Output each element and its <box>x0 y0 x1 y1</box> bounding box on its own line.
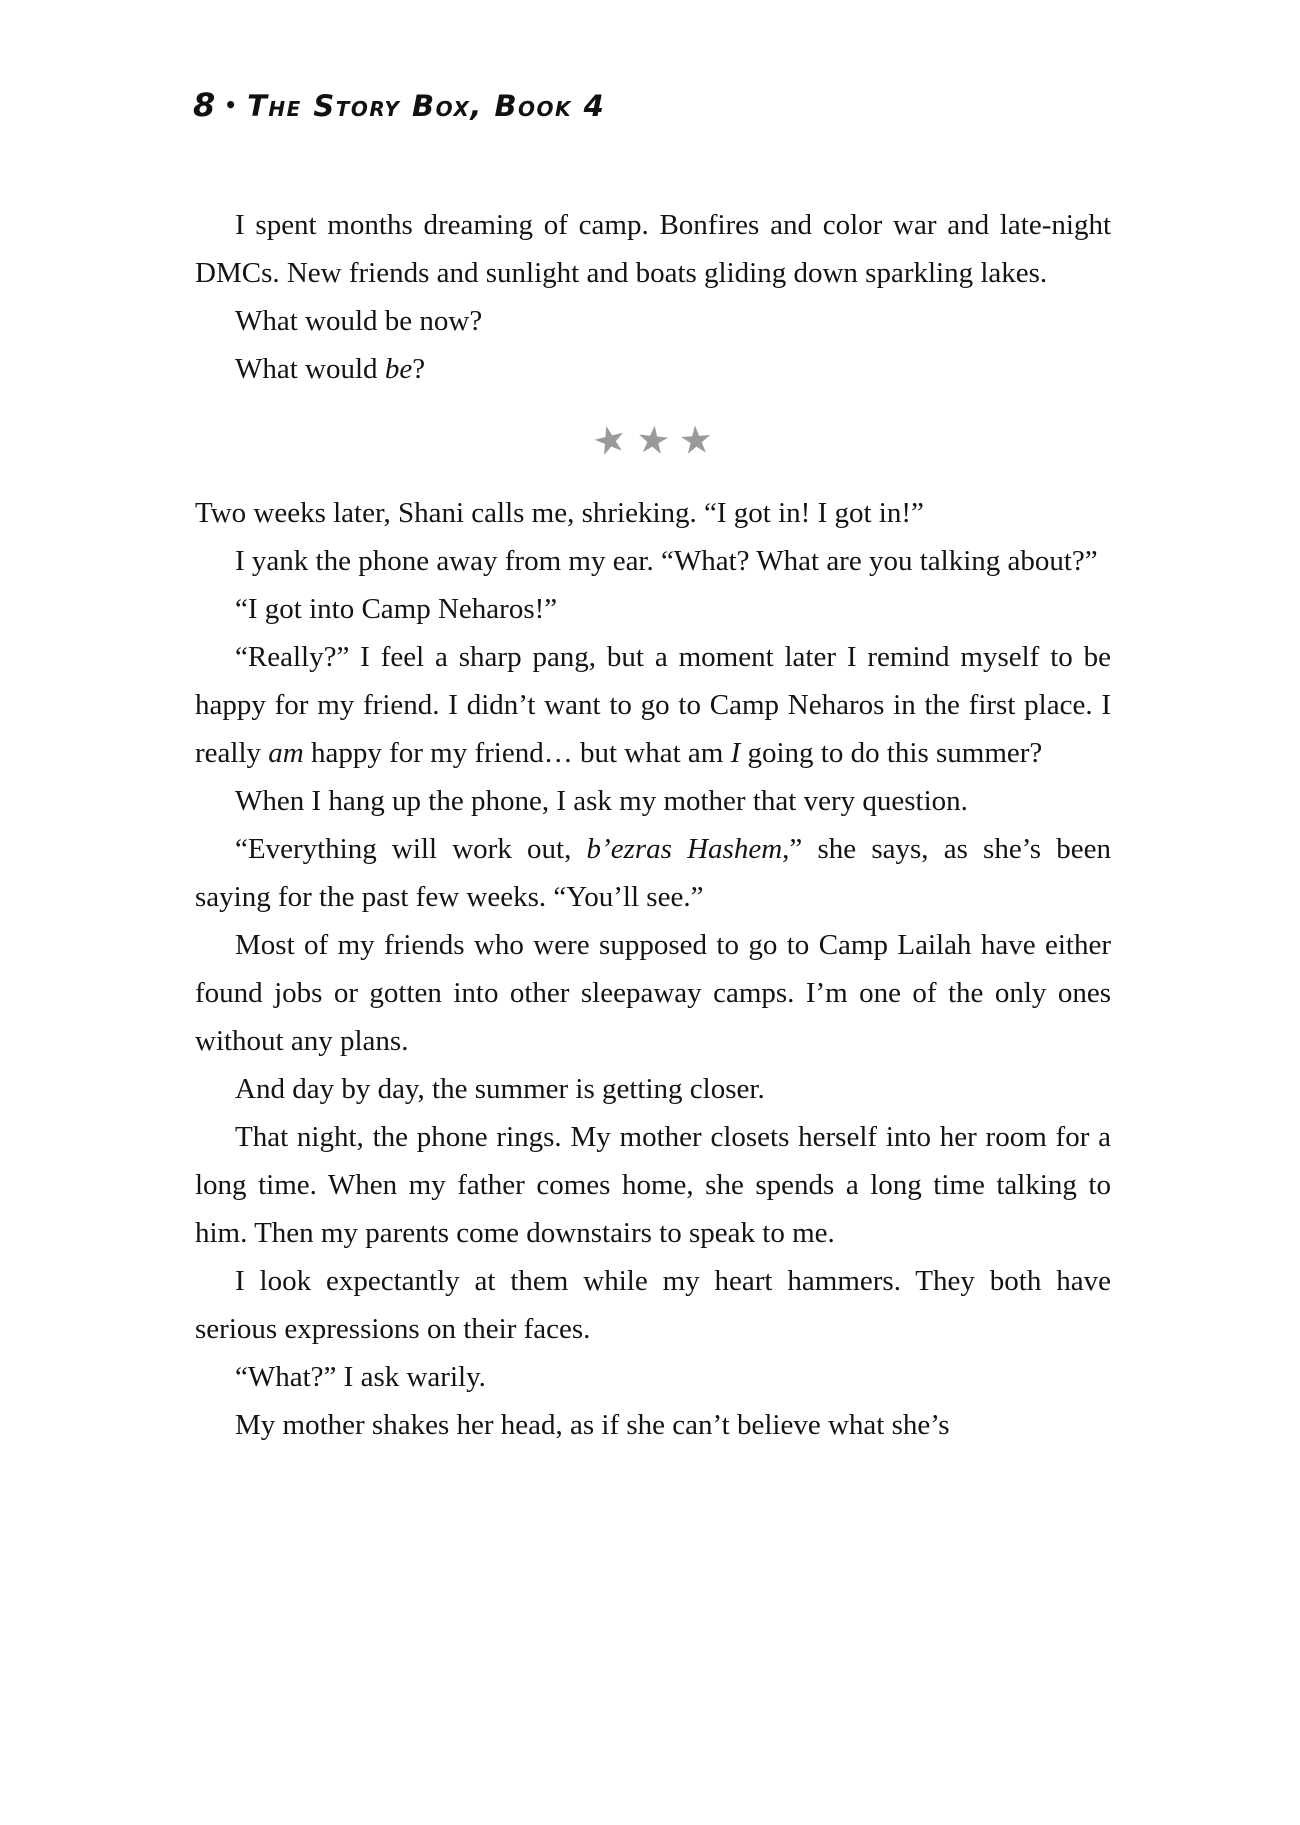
text-run: My mother shakes her head, as if she can’t believe what she’s <box>235 1409 950 1441</box>
text-run: I spent months dreaming of camp. Bonfires and color war and late-night DMCs. New friends and sunlight and boats gliding down sparkling lakes. <box>195 209 1111 289</box>
text-run: Most of my friends who were supposed to go to Camp Lailah have either found jobs or gotten into other sleepaway camps. I’m one of the only ones without any plans. <box>195 929 1111 1057</box>
paragraph <box>195 201 1111 297</box>
paragraph <box>195 1401 1111 1449</box>
paragraph <box>195 1353 1111 1401</box>
text-run: Two weeks later, Shani calls me, shrieking. “I got in! I got in!” <box>195 497 924 529</box>
text-run: “Everything will work out, <box>235 833 587 865</box>
italic-text-run: I <box>730 737 741 769</box>
text-run: I look expectantly at them while my heart hammers. They both have serious expressions on their faces. <box>195 1265 1111 1345</box>
paragraph <box>195 585 1111 633</box>
running-header <box>193 86 605 124</box>
section-divider <box>195 393 1111 489</box>
text-run: ,” she says, as she’s been saying for the past few weeks. “You’ll see.” <box>195 833 1111 913</box>
paragraph <box>195 1257 1111 1353</box>
text-run: What would <box>235 353 385 385</box>
text-run: going to do this summer? <box>740 737 1043 769</box>
page-number: 8 <box>193 86 217 124</box>
paragraph <box>195 825 1111 921</box>
text-run: And day by day, the summer is getting closer. <box>235 1073 765 1105</box>
italic-text-run: be <box>384 353 413 385</box>
italic-text-run: b’ezras Hashem <box>586 833 783 865</box>
paragraph <box>195 1065 1111 1113</box>
text-run: I yank the phone away from my ear. “What? What are you talking about?” <box>235 545 1098 577</box>
text-run: What would be now? <box>235 305 483 337</box>
text-run: happy for my friend… but what am <box>303 737 731 769</box>
paragraph <box>195 345 1111 393</box>
paragraph <box>195 633 1111 777</box>
book-title: The Story Box, Book 4 <box>247 89 606 123</box>
italic-text-run: am <box>268 737 304 769</box>
paragraph <box>195 297 1111 345</box>
text-run: When I hang up the phone, I ask my mother that very question. <box>235 785 968 817</box>
paragraph <box>195 777 1111 825</box>
text-run: ? <box>412 353 426 385</box>
paragraph <box>195 1113 1111 1257</box>
text-run: “I got into Camp Neharos!” <box>235 593 558 625</box>
text-run: That night, the phone rings. My mother closets herself into her room for a long time. When my father comes home, she spends a long time talking to him. Then my parents come downstairs to speak to me. <box>195 1121 1111 1249</box>
paragraph <box>195 921 1111 1065</box>
text-run: “Really?” I feel a sharp pang, but a moment later I remind myself to be happy for my friend. I didn’t want to go to Camp Neharos in the first place. I really <box>195 641 1111 769</box>
page-text <box>195 201 1111 1449</box>
paragraph <box>195 489 1111 537</box>
header-separator-dot: • <box>224 93 238 117</box>
star-icon: ★ <box>588 416 632 466</box>
star-icon: ★ <box>633 418 673 464</box>
star-icon: ★ <box>677 418 715 464</box>
text-run: “What?” I ask warily. <box>235 1361 486 1393</box>
paragraph <box>195 537 1111 585</box>
